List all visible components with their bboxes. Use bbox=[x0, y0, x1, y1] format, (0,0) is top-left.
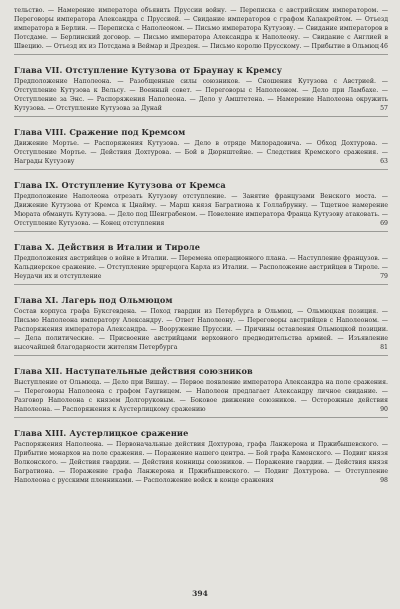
page-number: 63 bbox=[380, 158, 388, 165]
page-number: 46 bbox=[380, 43, 388, 50]
page-number: 79 bbox=[380, 273, 388, 280]
chapter-summary: Состав корпуса графа Буксгевдена. — Поход гвардии из Петербурга в Ольмюц. — Ольмюцкая позиция. — Письмо Наполеона императору Александру. — Ответ Наполеону. — Переговоры австрийцев с Наполеоном. — Распоряжения императора Александра. — Вооружение Пруссии. — Причины оставления Ольмюцкой позиции. — Дела политические. — Присвоение австрийцами верховного предводительства армией. — Изъявление высочайшей благодарности жителям Петербурга bbox=[14, 308, 388, 351]
chapter-title: Глава XIII. Аустерлицкое сражение bbox=[14, 428, 189, 438]
chapter-7 bbox=[14, 64, 388, 117]
chapter-title: Глава IX. Отступление Кутузова от Кремса bbox=[14, 180, 226, 190]
chapter-9 bbox=[14, 179, 388, 232]
chapter-summary: Движение Мортье. — Распоряжения Кутузова. — Дело в отряде Милорадовича. — Обход Дохтурова. — Отступление Мортье. — Действия Дохтурова. — Бой в Дюрнштейне. — Следствия Кремского сражения. — Награды Кутузову bbox=[14, 140, 388, 165]
table-of-contents bbox=[14, 6, 388, 485]
chapter-10 bbox=[14, 241, 388, 285]
page-number: 57 bbox=[380, 105, 388, 112]
chapter-13 bbox=[14, 427, 388, 485]
page-number: 98 bbox=[380, 477, 388, 484]
chapter-title: Глава XII. Наступательные действия союзников bbox=[14, 366, 253, 376]
divider bbox=[14, 284, 388, 285]
folio-page-number: 394 bbox=[192, 589, 208, 598]
intro-text: тельство. — Намерение императора объявить Пруссии войну. — Переписка с австрийским императором. — Переговоры императора Александра с Пруссией. — Свидание императоров с графом Калакрейтом. — Отъезд императора в Берлин. — Переписка с Наполеоном. — Письмо императора Кутузову. — Свидание императоров в Потсдаме. — Берлинский договор. — Письмо императора Александра к Наполеону. — Свидание с Англией в Швецию. — Отъезд их из Потсдама в Веймар и Дрезден. — Письмо королю Прусскому. — Прибытие в Ольмюц bbox=[14, 7, 388, 50]
page-number: 90 bbox=[380, 406, 388, 413]
chapter-12 bbox=[14, 365, 388, 418]
chapter-title: Глава X. Действия в Италии и Тироле bbox=[14, 242, 201, 252]
chapter-summary: Предположение Наполеона отрезать Кутузову отступление. — Занятие французами Венского моста. — Движение Кутузова от Кремса к Цнайму. — Марш князя Багратиона к Голлабрунну. — Тщетное намерение Мюрата обмануть Кутузова. — Дело под Шенграбеном. — Повеление императора Франца Кутузову атаковать. — Отступление Кутузова. — Конец отступления bbox=[14, 193, 388, 227]
chapter-summary: Выступление от Ольмюца. — Дело при Вишау. — Первое появление императора Александра на поле сражения. — Переговоры Наполеона с графом Гаугвицем. — Наполеон предлагает Александру личное свидание. — Разговор Наполеона с князем Долгоруковым. — Боковое движение союзников. — Осторожные действия Наполеона. — Распоряжения к Аустерлицкому сражению bbox=[14, 379, 388, 413]
intro-entry bbox=[14, 6, 388, 51]
divider bbox=[14, 417, 388, 418]
page-number: 81 bbox=[380, 344, 388, 351]
chapter-title: Глава VII. Отступление Кутузова от Браунау к Кремсу bbox=[14, 65, 283, 75]
chapter-summary: Распоряжения Наполеона. — Первоначальные действия Дохтурова, графа Ланжерона и Пржибышевского. — Прибытие монархов на поле сражения. — Поражение нашего центра. — Бой графа Каменского. — Подвиг князя Волконского. — Действия гвардии. — Действия конницы союзников. — Поражение гвардии. — Действия князя Багратиона. — Поражение графа Ланжерона и Пржибышевского. — Подвиг Дохтурова. — Отступление Наполеона с русскими пленниками. — Расположение войск в конце сражения bbox=[14, 441, 388, 484]
divider bbox=[14, 116, 388, 117]
chapter-title: Глава VIII. Сражение под Кремсом bbox=[14, 127, 186, 137]
chapter-11 bbox=[14, 294, 388, 356]
page-number: 69 bbox=[380, 220, 388, 227]
divider bbox=[14, 355, 388, 356]
chapter-title: Глава XI. Лагерь под Ольмюцом bbox=[14, 295, 173, 305]
divider bbox=[14, 54, 388, 55]
chapter-summary: Предположения австрийцев о войне в Италии. — Перемена операционного плана. — Наступление французов. — Кальдиерское сражение. — Отступление эрцгерцога Карла из Италии. — Расположение австрийцев в Тироле. — Неудачи их и отступление bbox=[14, 255, 388, 280]
chapter-8 bbox=[14, 126, 388, 170]
divider bbox=[14, 231, 388, 232]
chapter-summary: Предположение Наполеона. — Разобщенные силы союзников. — Сношения Кутузова с Австрией. — Отступление Кутузова к Вельсу. — Военный совет. — Переговоры с Наполеоном. — Дело при Ламбахе. — Отступление за Энс. — Распоряжения Наполеона. — Дело у Амштетена. — Намерение Наполеона окружить Кутузова. — Отступление Кутузова за Дунай bbox=[14, 78, 388, 112]
divider bbox=[14, 169, 388, 170]
